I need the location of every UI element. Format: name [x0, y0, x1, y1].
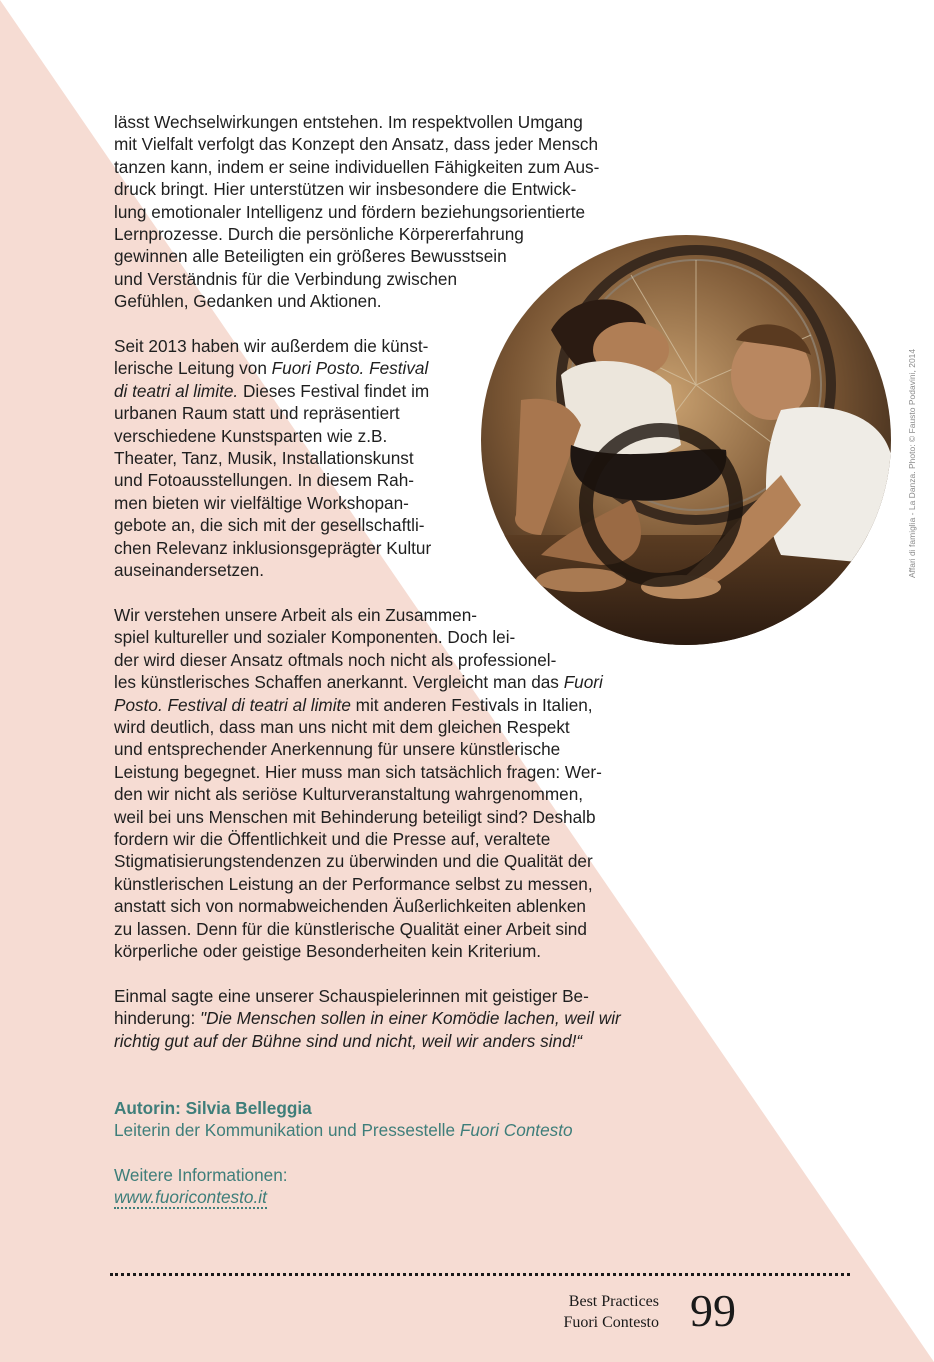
author-name: Autorin: Silvia Belleggia [114, 1098, 312, 1118]
text-line: mit Vielfalt verfolgt das Konzept den Ansatz, dass jeder Mensch [114, 134, 599, 155]
text-line: Einmal sagte eine unserer Schauspielerinnen mit geistiger Be- [114, 986, 589, 1006]
text-line: künstlerischen Leistung an der Performance selbst zu messen, [114, 873, 593, 894]
text-line: hinderung: "Die Menschen sollen in einer Komödie lachen, weil wir [114, 1008, 621, 1029]
more-info-label: Weitere Informationen: [114, 1165, 288, 1185]
footer-section: Best Practices [568, 1293, 659, 1310]
italic-title: di teatri al limite. [114, 380, 239, 401]
author-organization: Fuori Contesto [459, 1120, 573, 1141]
text-line: lässt Wechselwirkungen entstehen. Im respektvollen Umgang [114, 112, 583, 132]
text-line: tanzen kann, indem er seine individuellen Fähigkeiten zum Aus- [114, 156, 600, 177]
text-line: Wir verstehen unsere Arbeit als ein Zusammen- [114, 605, 477, 625]
quote-paragraph [114, 985, 621, 1052]
italic-title: Fuori Posto. Festival [271, 358, 429, 379]
author-block [114, 1097, 573, 1142]
author-role-text: Leiterin der Kommunikation und Pressestelle [114, 1120, 460, 1141]
text-line: Gefühlen, Gedanken und Aktionen. [114, 291, 382, 312]
text-line: Leistung begegnet. Hier muss man sich tatsächlich fragen: Wer- [114, 761, 602, 782]
body-paragraph-2 [114, 335, 431, 581]
page-number: 99 [690, 1285, 736, 1336]
body-paragraph-3 [114, 604, 603, 963]
text-line: und Verständnis für die Verbindung zwischen [114, 268, 458, 289]
text-line: chen Relevanz inklusionsgeprägter Kultur [114, 537, 432, 558]
text-line: und entsprechender Anerkennung für unsere künstlerische [114, 739, 561, 760]
text-line: verschiedene Kunstsparten wie z.B. [114, 425, 388, 446]
text-line: gewinnen alle Beteiligten ein größeres Bewusstsein [114, 246, 507, 267]
website-link[interactable]: www.fuoricontesto.it [114, 1187, 267, 1208]
footer-divider [110, 1273, 850, 1276]
text-line: gebote an, die sich mit der gesellschaftli- [114, 515, 425, 536]
italic-title: Posto. Festival di teatri al limite [114, 694, 351, 715]
italic-title: richtig gut auf der Bühne sind und nicht, weil wir anders sind!“ [114, 1030, 583, 1051]
text-line: Lernprozesse. Durch die persönliche Körpererfahrung [114, 224, 524, 245]
text-line: men bieten wir vielfältige Workshopan- [114, 492, 409, 513]
text-line [114, 1030, 621, 1052]
text-line: lerische Leitung von Fuori Posto. Festival [114, 358, 429, 379]
text-line: anstatt sich von normabweichenden Äußerlichkeiten ablenken [114, 896, 586, 917]
text-line: druck bringt. Hier unterstützen wir insbesondere die Entwick- [114, 179, 577, 200]
text-line: Theater, Tanz, Musik, Installationskunst [114, 448, 414, 469]
italic-title: "Die Menschen sollen in einer Komödie lachen, weil wir [200, 1008, 621, 1029]
italic-title: Fuori [563, 672, 603, 693]
text-line: les künstlerisches Schaffen anerkannt. Vergleicht man das Fuori [114, 672, 603, 693]
text-line: auseinandersetzen. [114, 560, 265, 581]
photo-credit: Affari di famiglia - La Danza. Photo: © Fausto Podavini, 2014 [907, 348, 917, 578]
footer-publication: Fuori Contesto [563, 1314, 659, 1331]
more-info-block [114, 1164, 288, 1209]
text-line: Seit 2013 haben wir außerdem die künst- [114, 336, 429, 356]
text-line: körperliche oder geistige Besonderheiten kein Kriterium. [114, 941, 542, 962]
text-line: lung emotionaler Intelligenz und fördern beziehungsorientierte [114, 201, 586, 222]
text-line: den wir nicht als seriöse Kulturveranstaltung wahrgenommen, [114, 784, 584, 805]
text-line: zu lassen. Denn für die künstlerische Qualität einer Arbeit sind [114, 918, 587, 939]
text-line: Posto. Festival di teatri al limite mit anderen Festivals in Italien, [114, 694, 593, 715]
text-line: und Fotoausstellungen. In diesem Rah- [114, 470, 415, 491]
text-line: urbanen Raum statt und repräsentiert [114, 403, 400, 424]
text-line: fordern wir die Öffentlichkeit und die Presse auf, veraltete [114, 829, 551, 850]
text-line: weil bei uns Menschen mit Behinderung beteiligt sind? Deshalb [114, 806, 596, 827]
author-role [114, 1119, 573, 1141]
footer-label [563, 1291, 659, 1333]
text-line: di teatri al limite. Dieses Festival findet im [114, 380, 430, 401]
text-line: der wird dieser Ansatz oftmals noch nicht als professionel- [114, 649, 557, 670]
text-line: wird deutlich, dass man uns nicht mit dem gleichen Respekt [114, 717, 570, 738]
text-line: spiel kultureller und sozialer Komponenten. Doch lei- [114, 627, 516, 648]
text-line: Stigmatisierungstendenzen zu überwinden und die Qualität der [114, 851, 593, 872]
body-paragraph-1 [114, 111, 599, 313]
